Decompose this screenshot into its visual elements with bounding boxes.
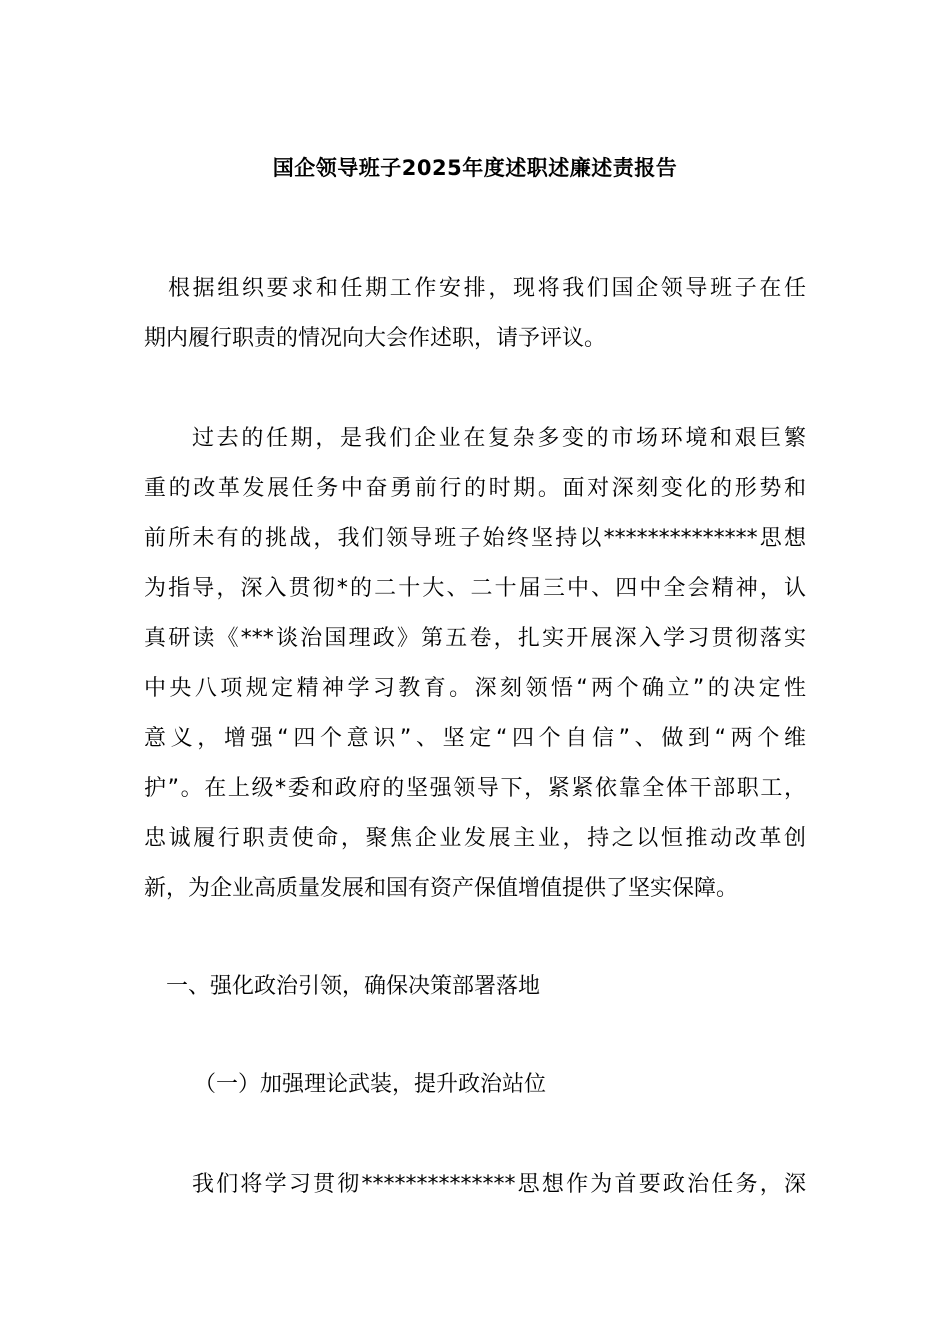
intro-paragraph [144,264,806,364]
paragraph-line: 护”。在上级*委和政府的坚强领导下，紧紧依靠全体干部职工， [144,776,806,801]
body-paragraph-2 [144,1160,806,1210]
heading-text: 一、强化政治引领，确保决策部署落地 [166,974,541,999]
paragraph-line: 前所未有的挑战，我们领导班子始终坚持以**************思想 [144,526,806,551]
paragraph-line: 忠诚履行职责使命，聚焦企业发展主业，持之以恒推动改革创 [144,826,806,851]
intro-line: 期内履行职责的情况向大会作述职，请予评议。 [144,326,607,351]
intro-line: 根据组织要求和任期工作安排，现将我们国企领导班子在任 [168,276,806,301]
section-heading-2 [144,1060,806,1110]
paragraph-line: 为指导，深入贯彻*的二十大、二十届三中、四中全会精神，认 [144,576,806,601]
body-paragraph-1 [144,414,806,914]
paragraph-line: 过去的任期，是我们企业在复杂多变的市场环境和艰巨繁 [192,426,806,451]
paragraph-line: 意义，增强“四个意识”、坚定“四个自信”、做到“两个维 [144,726,806,751]
paragraph-line: 我们将学习贯彻**************思想作为首要政治任务，深 [192,1172,806,1197]
paragraph-line: 中央八项规定精神学习教育。深刻领悟“两个确立”的决定性 [144,676,806,701]
document-title: 国企领导班子2025年度述职述廉述责报告 [272,156,678,180]
section-heading-1 [144,962,806,1012]
subheading-text: （一）加强理论武装，提升政治站位 [194,1072,547,1097]
paragraph-line: 新，为企业高质量发展和国有资产保值增值提供了坚实保障。 [144,876,739,901]
paragraph-line: 真研读《***谈治国理政》第五卷，扎实开展深入学习贯彻落实 [144,626,806,651]
paragraph-line: 重的改革发展任务中奋勇前行的时期。面对深刻变化的形势和 [144,476,806,501]
